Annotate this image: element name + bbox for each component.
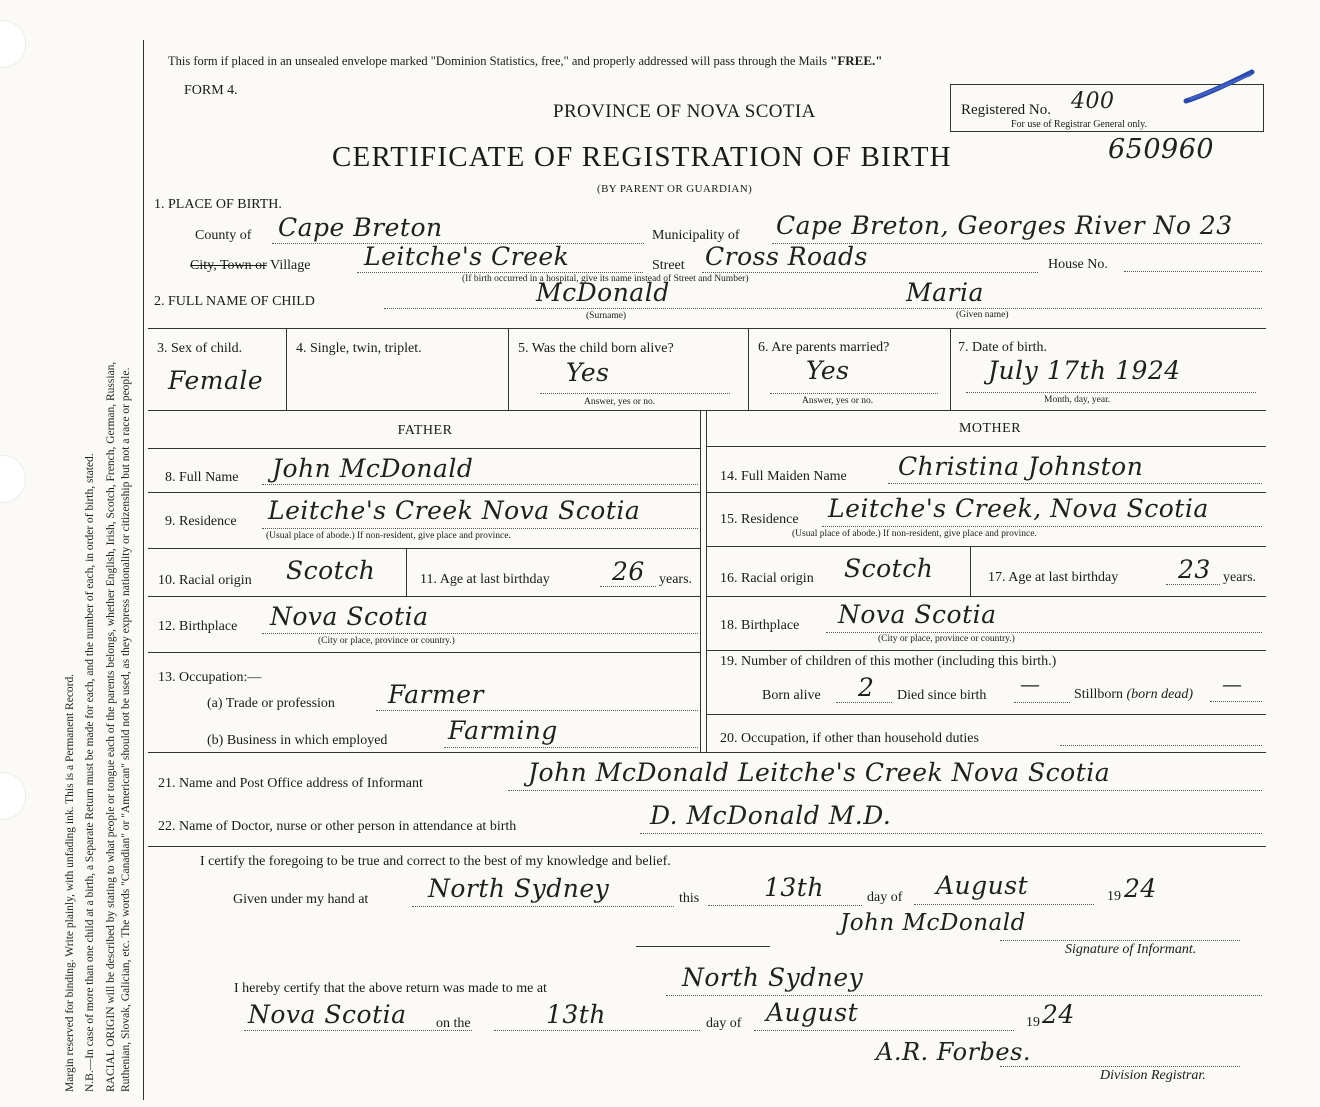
parents-divider-b: [706, 410, 707, 752]
business-line: [444, 747, 698, 748]
registrar-place-line: [666, 995, 1262, 996]
trade-label: (a) Trade or profession: [207, 696, 335, 711]
separator-dash: [636, 946, 770, 947]
mail-free-text: "FREE.": [830, 53, 883, 68]
given-month-value: August: [936, 871, 1029, 900]
father-age-line: [600, 586, 656, 587]
mother-rule-4: [706, 596, 1266, 597]
child-given-name: Maria: [906, 278, 984, 307]
mother-birthplace-line: [826, 632, 1262, 633]
mother-birthplace-value: Nova Scotia: [838, 600, 997, 629]
hospital-note: (If birth occurred in a hospital, give its name instead of Street and Number): [462, 274, 749, 284]
registrar-day-line: [494, 1030, 700, 1031]
doctor-line: [640, 833, 1262, 834]
mother-rule-6: [706, 714, 1266, 715]
certificate-title: CERTIFICATE OF REGISTRATION OF BIRTH: [332, 141, 952, 173]
certificate-subtitle: (BY PARENT OR GUARDIAN): [597, 183, 753, 195]
county-label: County of: [195, 228, 252, 243]
father-rule-4: [148, 596, 700, 597]
registrar-day-value: 13th: [546, 1000, 606, 1029]
given-place-value: North Sydney: [428, 874, 610, 903]
registrar-signature-line: [1000, 1066, 1240, 1067]
informant-value: John McDonald Leitche's Creek Nova Scotia: [528, 758, 1111, 787]
father-years: years.: [659, 572, 693, 587]
father-occupation-label: 13. Occupation:—: [158, 670, 262, 685]
registrar-province-value: Nova Scotia: [248, 1000, 407, 1029]
father-rule-5: [148, 652, 700, 653]
registrar-month-line: [754, 1030, 1014, 1031]
registrar-signature: A.R. Forbes.: [876, 1038, 1032, 1066]
mother-age-label: 17. Age at last birthday: [988, 570, 1119, 585]
given-year-prefix: 19: [1107, 889, 1121, 904]
given-day-value: 13th: [764, 873, 824, 902]
doctor-value: D. McDonald M.D.: [650, 801, 892, 830]
margin-text-4: Ruthenian, Slovak, Galician, etc. The words "Canadian" or "American" should not be used, as they express nationality or citizenship but not a race or people.: [120, 367, 132, 1092]
house-line: [1124, 271, 1262, 272]
married-value: Yes: [806, 356, 850, 385]
died-line: [1014, 702, 1070, 703]
mother-rule-1: [706, 446, 1266, 447]
mother-residence-label: 15. Residence: [720, 512, 799, 527]
rule-row3-top: [148, 328, 1266, 329]
mail-notice: [168, 53, 882, 69]
binding-hole-middle: [0, 455, 26, 503]
born-alive-label: Born alive: [762, 688, 821, 703]
rule-informant-top: [148, 752, 1266, 753]
province-heading: PROVINCE OF NOVA SCOTIA: [553, 101, 816, 122]
margin-rule: [143, 40, 144, 1100]
dob-label: 7. Date of birth.: [958, 340, 1048, 355]
father-residence-note: (Usual place of abode.) If non-resident, give place and province.: [266, 531, 511, 541]
rule-certify-top: [148, 846, 1266, 847]
father-heading: FATHER: [397, 423, 453, 438]
father-race-label: 10. Racial origin: [158, 573, 252, 588]
certify-statement: I certify the foregoing to be true and correct to the best of my knowledge and belief.: [200, 854, 671, 869]
married-label: 6. Are parents married?: [758, 340, 890, 355]
mother-age-value: 23: [1178, 555, 1211, 584]
divider-3-4: [286, 328, 287, 410]
registrar-month-value: August: [766, 998, 859, 1027]
registrar-statement: I hereby certify that the above return was made to me at: [234, 981, 547, 996]
children-count-label: 19. Number of children of this mother (including this birth.): [720, 654, 1057, 669]
dob-line: [966, 392, 1256, 393]
mother-occupation-line: [1060, 745, 1262, 746]
mother-rule-5: [706, 650, 1266, 651]
father-residence-line: [262, 528, 698, 529]
mother-race-label: 16. Racial origin: [720, 571, 814, 586]
given-place-line: [412, 906, 674, 907]
informant-signature: John McDonald: [840, 910, 1026, 936]
margin-text-2: N.B.—In case of more than one child at a birth, a Separate Return must be made for each, and the number of each, in order of birth, stated.: [84, 453, 96, 1092]
parents-divider-a: [700, 410, 701, 752]
father-birthplace-label: 12. Birthplace: [158, 619, 238, 634]
plurality-label: 4. Single, twin, triplet.: [296, 341, 422, 356]
given-day-of-label: day of: [867, 890, 903, 905]
alive-line: [540, 393, 730, 394]
child-name-label: 2. FULL NAME OF CHILD: [154, 294, 315, 309]
mother-birthplace-note: (City or place, province or country.): [878, 634, 1015, 644]
informant-signature-line: [1000, 940, 1240, 941]
father-age-label: 11. Age at last birthday: [420, 572, 550, 587]
margin-text-3: RACIAL ORIGIN will be described by stating to what people or tongue each of the parents belongs, whether English, Irish, Scotch, French, German, Russian,: [105, 361, 117, 1092]
father-rule-2: [148, 492, 700, 493]
binding-hole-bottom: [0, 772, 26, 820]
rule-parents-top: [148, 410, 1266, 411]
mother-race-value: Scotch: [844, 554, 934, 583]
given-name-note: (Given name): [956, 310, 1009, 320]
dob-value: July 17th 1924: [988, 356, 1181, 385]
file-number: 650960: [1108, 134, 1215, 165]
mother-name-value: Christina Johnston: [898, 452, 1144, 481]
registrar-day-of-label: day of: [706, 1016, 742, 1031]
father-rule-1: [148, 448, 700, 449]
registrar-year-value: 24: [1042, 1000, 1075, 1029]
father-name-line: [262, 484, 698, 485]
street-label: Street: [652, 258, 685, 273]
house-label: House No.: [1048, 257, 1108, 272]
mother-years: years.: [1223, 570, 1257, 585]
given-under-label: Given under my hand at: [233, 892, 369, 907]
form-number: FORM 4.: [184, 83, 238, 98]
divider-6-7: [950, 328, 951, 410]
municipality-value: Cape Breton, Georges River No 23: [776, 211, 1233, 240]
father-name-value: John McDonald: [272, 454, 474, 483]
stillborn-label-text: Stillborn: [1074, 687, 1124, 702]
alive-value: Yes: [566, 358, 610, 387]
mother-race-divider: [970, 546, 971, 596]
child-name-line: [384, 308, 1262, 309]
business-value: Farming: [448, 716, 558, 745]
registered-note: For use of Registrar General only.: [1011, 119, 1147, 130]
mother-name-line: [888, 483, 1262, 484]
business-label: (b) Business in which employed: [207, 733, 388, 748]
registrar-signature-label: Division Registrar.: [1100, 1068, 1206, 1083]
place-heading: 1. PLACE OF BIRTH.: [154, 197, 282, 212]
given-year-value: 24: [1124, 874, 1157, 903]
stillborn-note: (born dead): [1126, 687, 1194, 702]
stillborn-value: —: [1222, 672, 1243, 696]
married-line: [770, 393, 938, 394]
died-value: —: [1020, 672, 1041, 696]
alive-label: 5. Was the child born alive?: [518, 341, 674, 356]
sex-value: Female: [168, 366, 264, 395]
given-day-line: [708, 905, 862, 906]
father-birthplace-note: (City or place, province or country.): [318, 636, 455, 646]
margin-text-1: Margin reserved for binding. Write plainly, with unfading ink. This is a Permanent Record.: [64, 673, 76, 1092]
father-name-label: 8. Full Name: [165, 470, 239, 485]
street-line: [702, 272, 1038, 273]
mother-residence-value: Leitche's Creek, Nova Scotia: [828, 494, 1209, 523]
child-surname: McDonald: [536, 278, 670, 307]
registered-label: Registered No.: [961, 102, 1051, 118]
married-note: Answer, yes or no.: [802, 396, 874, 406]
this-label: this: [679, 891, 700, 906]
registrar-place-value: North Sydney: [682, 963, 864, 992]
county-value: Cape Breton: [278, 213, 443, 242]
city-label: City, Town or Village: [190, 258, 311, 273]
father-birthplace-value: Nova Scotia: [270, 602, 429, 631]
mother-birthplace-label: 18. Birthplace: [720, 618, 800, 633]
father-age-value: 26: [612, 557, 645, 586]
village-value: Leitche's Creek: [364, 242, 570, 271]
born-alive-line: [836, 702, 892, 703]
father-residence-value: Leitche's Creek Nova Scotia: [268, 496, 641, 525]
registered-value: 400: [1071, 89, 1115, 114]
informant-label: 21. Name and Post Office address of Informant: [158, 776, 423, 791]
trade-line: [376, 710, 698, 711]
mother-age-line: [1166, 584, 1220, 585]
street-value: Cross Roads: [705, 242, 868, 271]
alive-note: Answer, yes or no.: [584, 397, 656, 407]
mother-residence-line: [822, 526, 1262, 527]
informant-signature-label: Signature of Informant.: [1065, 942, 1197, 957]
mother-rule-2: [706, 492, 1266, 493]
mail-notice-text: This form if placed in an unsealed envelope marked "Dominion Statistics, free," and properly addressed will pass through the Mails: [168, 54, 827, 68]
surname-note: (Surname): [586, 311, 627, 321]
dob-note: Month, day, year.: [1044, 395, 1111, 405]
father-race-divider: [406, 548, 407, 596]
sex-label: 3. Sex of child.: [157, 341, 243, 356]
village-line: [357, 272, 643, 273]
divider-4-5: [508, 328, 509, 410]
blue-pen-mark: [1180, 68, 1260, 108]
binding-hole-top: [0, 20, 26, 68]
father-race-value: Scotch: [286, 556, 376, 585]
born-alive-value: 2: [858, 673, 875, 702]
mother-heading: MOTHER: [958, 421, 1022, 436]
father-rule-3: [148, 548, 700, 549]
father-birthplace-line: [262, 633, 698, 634]
municipality-label: Municipality of: [652, 228, 740, 243]
stillborn-line: [1210, 701, 1262, 702]
given-month-line: [914, 904, 1094, 905]
informant-line: [508, 790, 1262, 791]
divider-5-6: [748, 328, 749, 410]
trade-value: Farmer: [388, 680, 484, 709]
father-residence-label: 9. Residence: [165, 514, 237, 529]
mother-rule-3: [706, 546, 1266, 547]
stillborn-label: [1074, 687, 1193, 703]
registrar-year-prefix: 19: [1026, 1015, 1040, 1030]
died-label: Died since birth: [897, 688, 987, 703]
mother-occupation-label: 20. Occupation, if other than household duties: [720, 731, 979, 746]
mother-name-label: 14. Full Maiden Name: [720, 469, 847, 484]
doctor-label: 22. Name of Doctor, nurse or other person in attendance at birth: [158, 819, 517, 834]
mother-residence-note: (Usual place of abode.) If non-resident, give place and province.: [792, 529, 1037, 539]
registrar-on-the-label: on the: [436, 1016, 471, 1031]
